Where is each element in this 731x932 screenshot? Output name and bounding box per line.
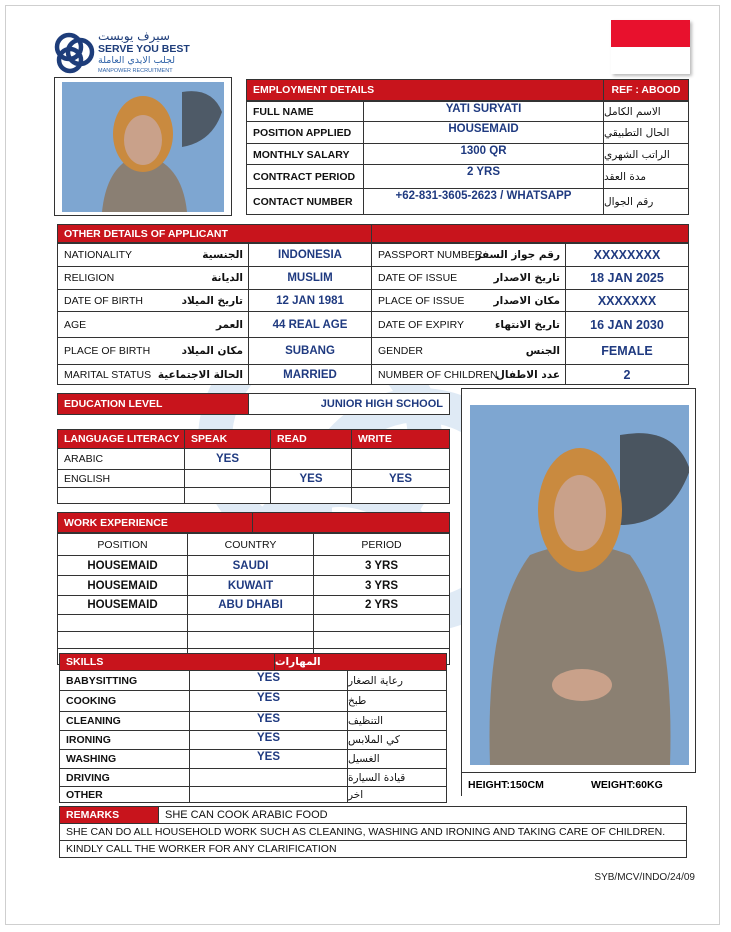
logo-tagline: MANPOWER RECRUITMENT bbox=[98, 68, 173, 74]
work-empty-cell bbox=[187, 614, 314, 632]
other-left-label bbox=[57, 243, 249, 267]
weight-value: WEIGHT:60KG bbox=[579, 772, 696, 796]
other-left-arabic: الديانة bbox=[211, 272, 243, 284]
skill-arabic: التنظيف bbox=[347, 711, 447, 731]
other-right-label bbox=[371, 311, 566, 338]
employment-value: YATI SURYATI bbox=[363, 101, 604, 123]
person-photo-icon bbox=[62, 82, 224, 212]
work-country: SAUDI bbox=[187, 555, 314, 576]
employment-arabic: الراتب الشهري bbox=[603, 143, 689, 166]
remarks-line-3: KINDLY CALL THE WORKER FOR ANY CLARIFICATION bbox=[59, 840, 687, 858]
employment-value: +62-831-3605-2623 / WHATSAPP bbox=[363, 188, 604, 215]
employment-arabic: الحال التطبيقي bbox=[603, 121, 689, 145]
work-empty-cell bbox=[313, 614, 450, 632]
work-header: PERIOD bbox=[313, 533, 450, 556]
other-left-label-text: PLACE OF BIRTH bbox=[64, 345, 151, 357]
other-left-label-text: RELIGION bbox=[64, 272, 115, 284]
work-header: COUNTRY bbox=[187, 533, 314, 556]
skill-value: YES bbox=[189, 711, 348, 731]
other-left-label bbox=[57, 311, 249, 338]
skill-name: COOKING bbox=[59, 690, 190, 712]
work-experience-header-right bbox=[252, 512, 450, 533]
skill-arabic: رعاية الصغار bbox=[347, 670, 447, 691]
other-left-value: MARRIED bbox=[248, 364, 372, 385]
other-right-arabic: عدد الاطفال bbox=[495, 368, 560, 381]
logo-name: SERVE YOU BEST bbox=[98, 43, 190, 55]
employment-label: CONTRACT PERIOD bbox=[246, 164, 364, 190]
education-level-label: EDUCATION LEVEL bbox=[57, 393, 249, 415]
other-left-arabic: تاريخ الميلاد bbox=[181, 294, 243, 307]
logo-arabic: سيرف يوبست bbox=[98, 29, 170, 43]
other-left-value: MUSLIM bbox=[248, 266, 372, 290]
skill-value: YES bbox=[189, 670, 348, 691]
language-empty-cell bbox=[351, 487, 450, 504]
language-header: READ bbox=[270, 429, 352, 449]
employment-label: POSITION APPLIED bbox=[246, 121, 364, 145]
other-right-value: 18 JAN 2025 bbox=[565, 266, 689, 290]
other-left-arabic: العمر bbox=[215, 318, 243, 331]
employment-label: CONTACT NUMBER bbox=[246, 188, 364, 215]
language-header: SPEAK bbox=[184, 429, 271, 449]
skill-value: YES bbox=[189, 690, 348, 712]
work-period: 2 YRS bbox=[313, 595, 450, 615]
other-left-value: INDONESIA bbox=[248, 243, 372, 267]
employment-label: FULL NAME bbox=[246, 101, 364, 123]
other-left-arabic: الجنسية bbox=[202, 249, 243, 261]
other-left-label bbox=[57, 266, 249, 290]
other-left-label-text: NATIONALITY bbox=[64, 249, 133, 261]
work-experience-header: WORK EXPERIENCE bbox=[57, 512, 253, 533]
employment-details-header: EMPLOYMENT DETAILS bbox=[246, 79, 604, 101]
other-details-header-right bbox=[371, 224, 689, 243]
work-empty-cell bbox=[187, 631, 314, 649]
other-right-label-text: DATE OF ISSUE bbox=[378, 272, 458, 284]
skill-value: YES bbox=[189, 730, 348, 750]
language-write-value: YES bbox=[351, 469, 450, 488]
other-right-label-text: PLACE OF ISSUE bbox=[378, 294, 465, 307]
skills-header: SKILLS bbox=[59, 653, 275, 671]
other-left-label bbox=[57, 364, 249, 385]
language-read-value bbox=[270, 448, 352, 470]
other-right-label bbox=[371, 337, 566, 365]
other-right-arabic: مكان الاصدار bbox=[493, 294, 560, 307]
other-right-label bbox=[371, 289, 566, 312]
other-left-value: SUBANG bbox=[248, 337, 372, 365]
work-header: POSITION bbox=[57, 533, 188, 556]
remarks-line-2: SHE CAN DO ALL HOUSEHOLD WORK SUCH AS CLEANING, WASHING AND IRONING AND TAKING CARE OF CHILDREN. bbox=[59, 823, 687, 841]
other-right-label-text: PASSPORT NUMBER bbox=[378, 249, 483, 261]
other-right-arabic: رقم جواز السفر bbox=[475, 249, 560, 261]
other-right-label-text: DATE OF EXPIRY bbox=[378, 318, 464, 331]
employment-value: 1300 QR bbox=[363, 143, 604, 166]
skill-arabic: طبخ bbox=[347, 690, 447, 712]
work-position: HOUSEMAID bbox=[57, 595, 188, 615]
work-empty-cell bbox=[313, 631, 450, 649]
work-empty-cell bbox=[57, 631, 188, 649]
employment-arabic: مدة العقد bbox=[603, 164, 689, 190]
indonesia-flag bbox=[611, 20, 690, 74]
skill-arabic: كي الملابس bbox=[347, 730, 447, 750]
person-full-photo-icon bbox=[470, 405, 689, 765]
skill-value: YES bbox=[189, 749, 348, 769]
employment-arabic: الاسم الكامل bbox=[603, 101, 689, 123]
skills-header-arabic: المهارات bbox=[274, 653, 447, 671]
work-position: HOUSEMAID bbox=[57, 575, 188, 596]
language-empty-cell bbox=[184, 487, 271, 504]
language-write-value bbox=[351, 448, 450, 470]
language-speak-value: YES bbox=[184, 448, 271, 470]
work-position: HOUSEMAID bbox=[57, 555, 188, 576]
language-speak-value bbox=[184, 469, 271, 488]
other-right-label-text: GENDER bbox=[378, 345, 423, 357]
company-logo bbox=[52, 30, 232, 78]
work-empty-cell bbox=[57, 614, 188, 632]
other-right-label bbox=[371, 243, 566, 267]
skill-name: WASHING bbox=[59, 749, 190, 769]
language-empty-cell bbox=[270, 487, 352, 504]
other-right-value: 2 bbox=[565, 364, 689, 385]
skill-name: IRONING bbox=[59, 730, 190, 750]
work-country: ABU DHABI bbox=[187, 595, 314, 615]
skill-name: BABYSITTING bbox=[59, 670, 190, 691]
employment-value: 2 YRS bbox=[363, 164, 604, 190]
other-right-value: FEMALE bbox=[565, 337, 689, 365]
applicant-photo-small-frame bbox=[54, 77, 232, 216]
language-read-value: YES bbox=[270, 469, 352, 488]
other-right-label-text: NUMBER OF CHILDREN bbox=[378, 368, 498, 381]
language-name: ENGLISH bbox=[57, 469, 185, 488]
other-right-label bbox=[371, 364, 566, 385]
language-header: WRITE bbox=[351, 429, 450, 449]
other-left-label bbox=[57, 337, 249, 365]
footer-code: SYB/MCV/INDO/24/09 bbox=[594, 872, 695, 883]
remarks-line-1: SHE CAN COOK ARABIC FOOD bbox=[158, 806, 687, 824]
education-level-value: JUNIOR HIGH SCHOOL bbox=[248, 393, 450, 415]
other-right-value: XXXXXXXX bbox=[565, 243, 689, 267]
work-period: 3 YRS bbox=[313, 555, 450, 576]
other-left-label-text: AGE bbox=[64, 318, 87, 331]
other-left-label-text: DATE OF BIRTH bbox=[64, 294, 143, 307]
other-left-value: 12 JAN 1981 bbox=[248, 289, 372, 312]
other-left-arabic: مكان الميلاد bbox=[181, 345, 243, 357]
other-left-value: 44 REAL AGE bbox=[248, 311, 372, 338]
applicant-photo-large-frame bbox=[461, 388, 696, 796]
other-right-arabic: تاريخ الاصدار bbox=[493, 272, 560, 284]
logo-arabic-sub: لجلب الايدي العاملة bbox=[98, 55, 176, 66]
skill-arabic: قيادة السيارة bbox=[347, 768, 447, 787]
employment-value: HOUSEMAID bbox=[363, 121, 604, 145]
skill-name: OTHER bbox=[59, 786, 190, 803]
other-details-header: OTHER DETAILS OF APPLICANT bbox=[57, 224, 372, 243]
applicant-photo-large bbox=[470, 405, 689, 765]
work-country: KUWAIT bbox=[187, 575, 314, 596]
skill-arabic: اخر bbox=[347, 786, 447, 803]
skill-value bbox=[189, 786, 348, 803]
other-right-arabic: الجنس bbox=[525, 345, 560, 357]
employment-arabic: رقم الجوال bbox=[603, 188, 689, 215]
skill-value bbox=[189, 768, 348, 787]
other-right-arabic: تاريخ الانتهاء bbox=[495, 318, 560, 331]
remarks-label: REMARKS bbox=[59, 806, 159, 824]
logo-rings-icon bbox=[52, 30, 96, 76]
employment-label: MONTHLY SALARY bbox=[246, 143, 364, 166]
skill-name: CLEANING bbox=[59, 711, 190, 731]
other-left-label-text: MARITAL STATUS bbox=[64, 368, 152, 381]
language-empty-cell bbox=[57, 487, 185, 504]
skill-arabic: الغسيل bbox=[347, 749, 447, 769]
ref-code: REF : ABOOD bbox=[603, 79, 689, 101]
other-right-value: XXXXXXX bbox=[565, 289, 689, 312]
other-left-arabic: الحالة الاجتماعية bbox=[157, 368, 243, 381]
work-period: 3 YRS bbox=[313, 575, 450, 596]
language-name: ARABIC bbox=[57, 448, 185, 470]
other-right-label bbox=[371, 266, 566, 290]
skill-name: DRIVING bbox=[59, 768, 190, 787]
height-value: HEIGHT:150CM bbox=[462, 772, 580, 796]
language-header: LANGUAGE LITERACY bbox=[57, 429, 185, 449]
other-left-label bbox=[57, 289, 249, 312]
applicant-photo-small bbox=[62, 82, 224, 212]
other-right-value: 16 JAN 2030 bbox=[565, 311, 689, 338]
